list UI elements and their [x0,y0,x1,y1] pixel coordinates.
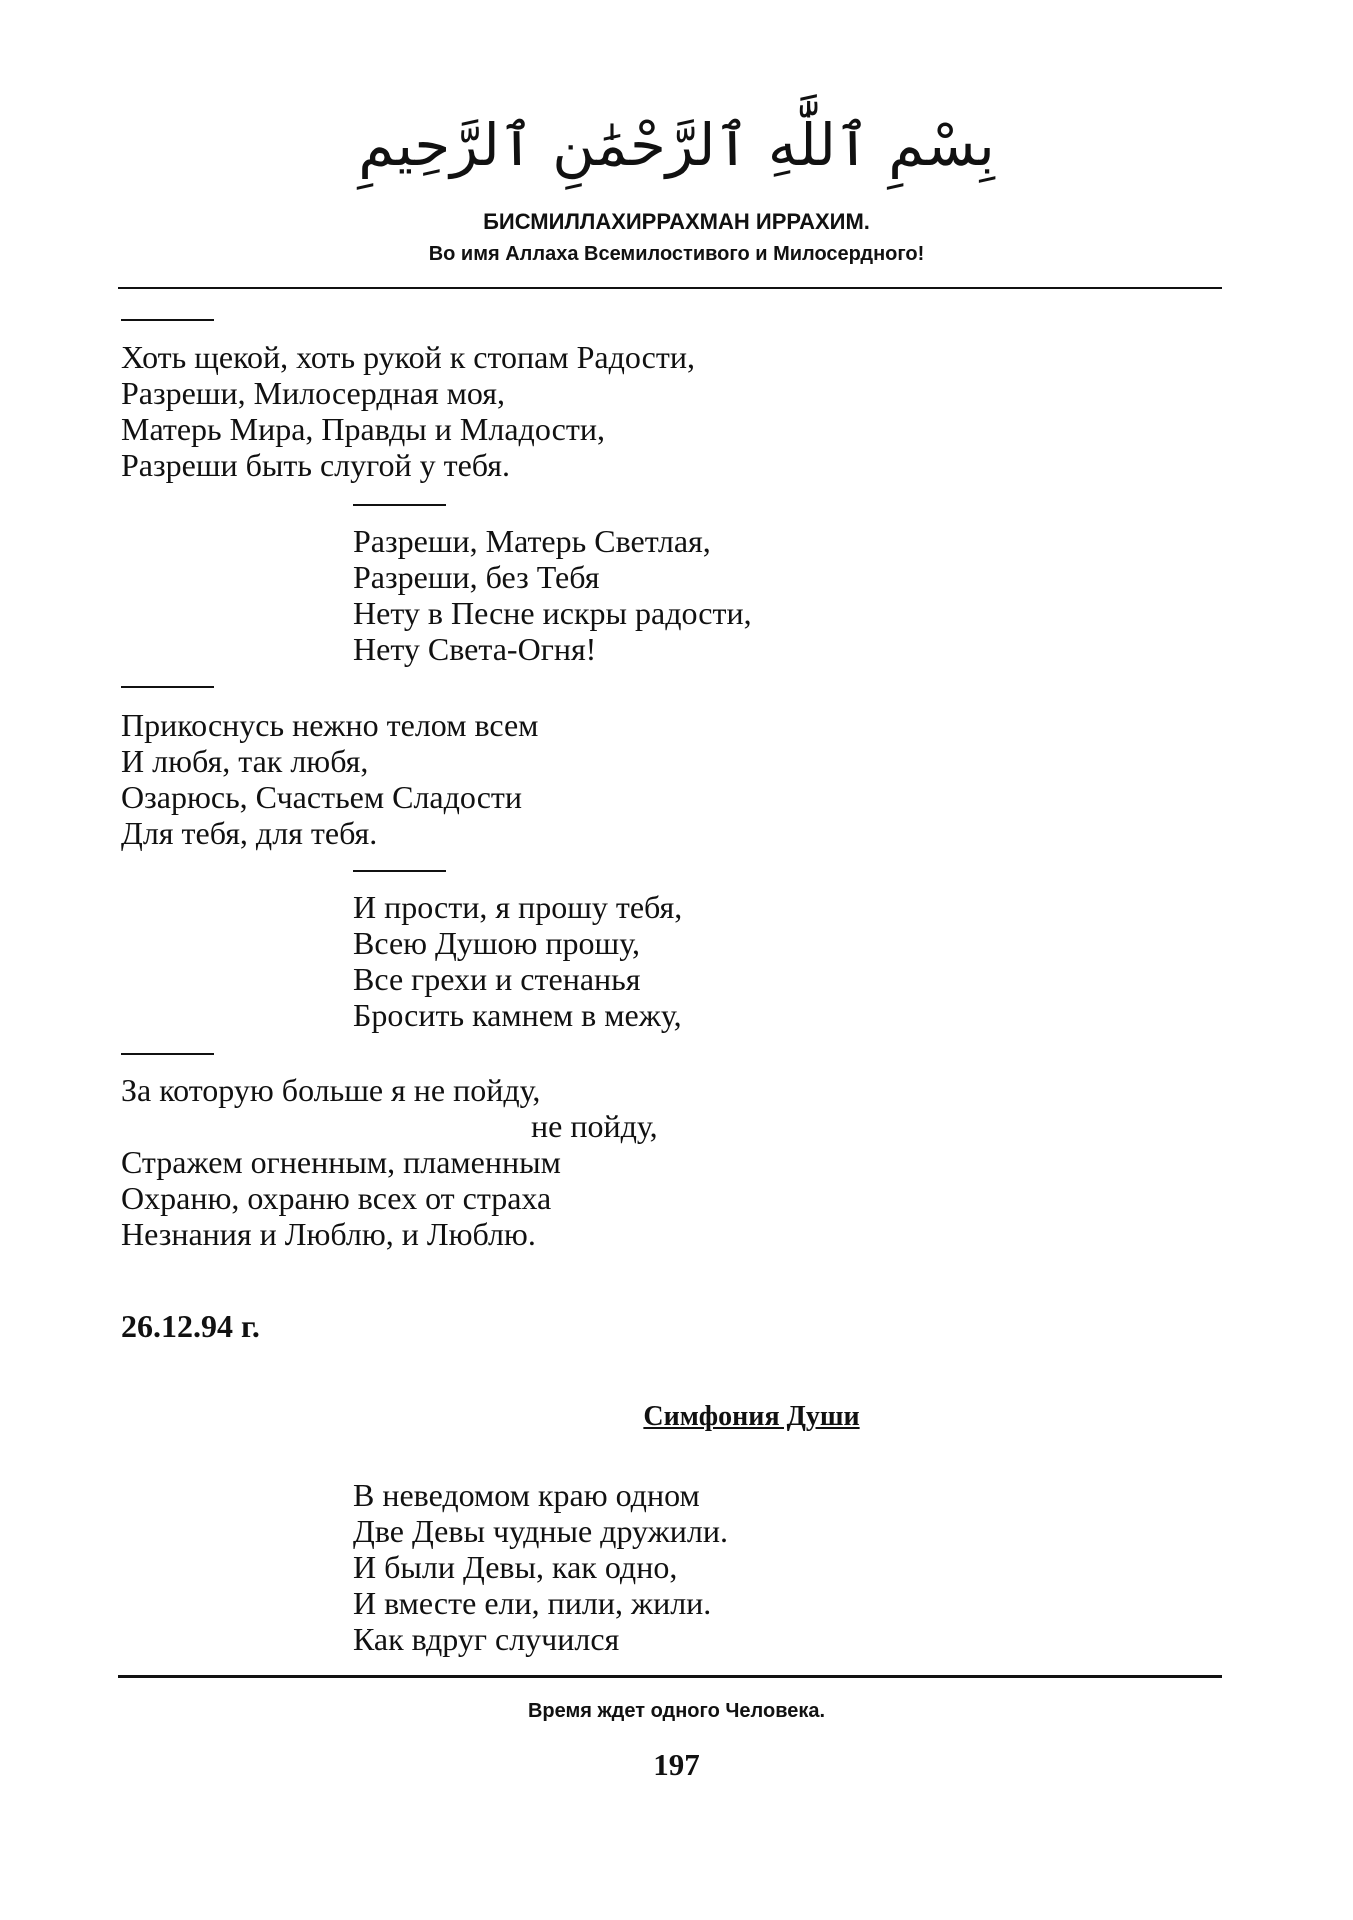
verse-line: Как вдруг случился [353,1621,620,1657]
verse-line: Хоть щекой, хоть рукой к стопам Радости, [121,339,695,375]
header-subtitle: Во имя Аллаха Всемилостивого и Милосердного! [428,243,925,265]
stanza-1 [121,339,695,483]
bismillah-calligraphy: بِسْمِ ٱللَّٰهِ ٱلرَّحْمَٰنِ ٱلرَّحِيمِ [358,111,995,179]
stanza-4 [353,889,682,1033]
page-number: 197 [653,1747,700,1782]
verse-line: Бросить камнем в межу, [353,997,682,1033]
stanza-5 [121,1072,658,1252]
running-footer: Время ждет одного Человека. [527,1700,826,1722]
verse-line: Разреши, без Тебя [353,559,600,595]
verse-line: Разреши, Милосердная моя, [121,375,506,411]
verse-line: И любя, так любя, [121,743,369,779]
verse-line: Озарюсь, Счастьем Сладости [121,779,523,815]
verse-line: Охраню, охраню всех от страха [121,1180,552,1216]
poem-2-stanza [353,1477,728,1657]
verse-line: Все грехи и стенанья [353,961,641,997]
verse-line: не пойду, [531,1108,658,1144]
verse-line: Всею Душою прошу, [353,925,640,961]
verse-line: Разреши, Матерь Светлая, [353,523,711,559]
verse-line: И прости, я прошу тебя, [353,889,683,925]
stanza-3 [121,707,538,851]
header-title: БИСМИЛЛАХИРРАХМАН ИРРАХИМ. [483,209,870,234]
verse-line: Нету в Песне искры радости, [353,595,752,631]
verse-line: И были Девы, как одно, [353,1549,678,1585]
verse-line: Незнания и Люблю, и Люблю. [121,1216,536,1252]
stanza-divider [121,1053,214,1055]
stanza-divider [121,686,214,688]
footer-rule [118,1675,1222,1678]
verse-line: Нету Света-Огня! [353,631,597,667]
verse-line: За которую больше я не пойду, [121,1072,541,1108]
poem-title: Симфония Души [643,1401,860,1432]
verse-line: Для тебя, для тебя. [121,815,378,851]
verse-line: Две Девы чудные дружили. [353,1513,728,1549]
verse-line: Стражем огненным, пламенным [121,1144,561,1180]
verse-line: Прикоснусь нежно телом всем [121,707,539,743]
stanza-divider [121,319,214,321]
verse-line: И вместе ели, пили, жили. [353,1585,712,1621]
verse-line: В неведомом краю одном [353,1477,700,1513]
stanza-divider [353,870,446,872]
verse-line: Разреши быть слугой у тебя. [121,447,510,483]
header-rule [118,287,1222,289]
verse-line: Матерь Мира, Правды и Младости, [121,411,605,447]
poem-date: 26.12.94 г. [121,1308,260,1344]
stanza-2 [353,523,752,667]
stanza-divider [353,504,446,506]
